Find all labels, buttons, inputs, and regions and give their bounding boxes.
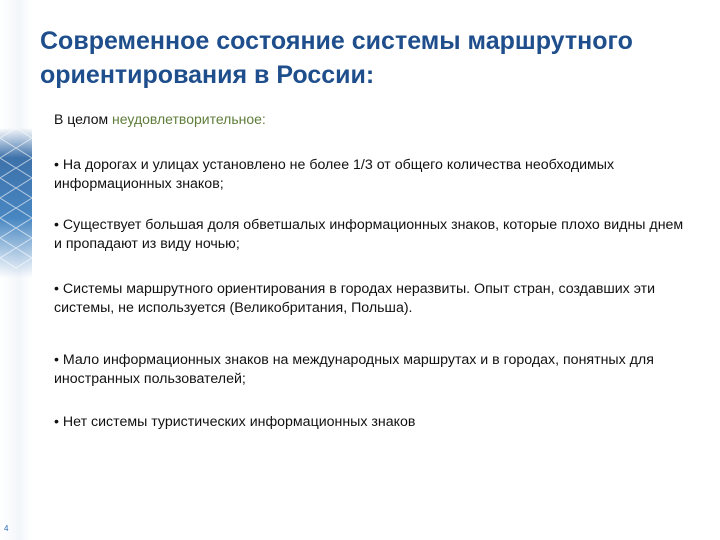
bullet-list — [54, 156, 694, 432]
bullet-item: • На дорогах и улицах установлено не более 1/3 от общего количества необходимых информационных знаков; — [54, 157, 615, 192]
bullet-item: • Системы маршрутного ориентирования в городах неразвиты. Опыт стран, создавших эти системы, не используется (Великобритания, Польша). — [54, 281, 656, 316]
intro-label: В целом — [54, 111, 113, 127]
bullet-item: • Мало информационных знаков на международных маршрутах и в городах, понятных для иностранных пользователей; — [54, 352, 654, 387]
bullet-item: • Нет системы туристических информационных знаков — [54, 414, 416, 430]
slide-title: Современное состояние системы маршрутного ориентирования в России: — [40, 27, 633, 89]
left-decorative-pattern — [0, 128, 32, 278]
page-number: 4 — [4, 524, 9, 533]
intro-line — [54, 111, 674, 127]
intro-assessment: неудовлетворительное: — [112, 111, 266, 127]
bullet-item: • Существует большая доля обветшалых информационных знаков, которые плохо видны днем и пропадают из виду ночью; — [54, 217, 684, 252]
